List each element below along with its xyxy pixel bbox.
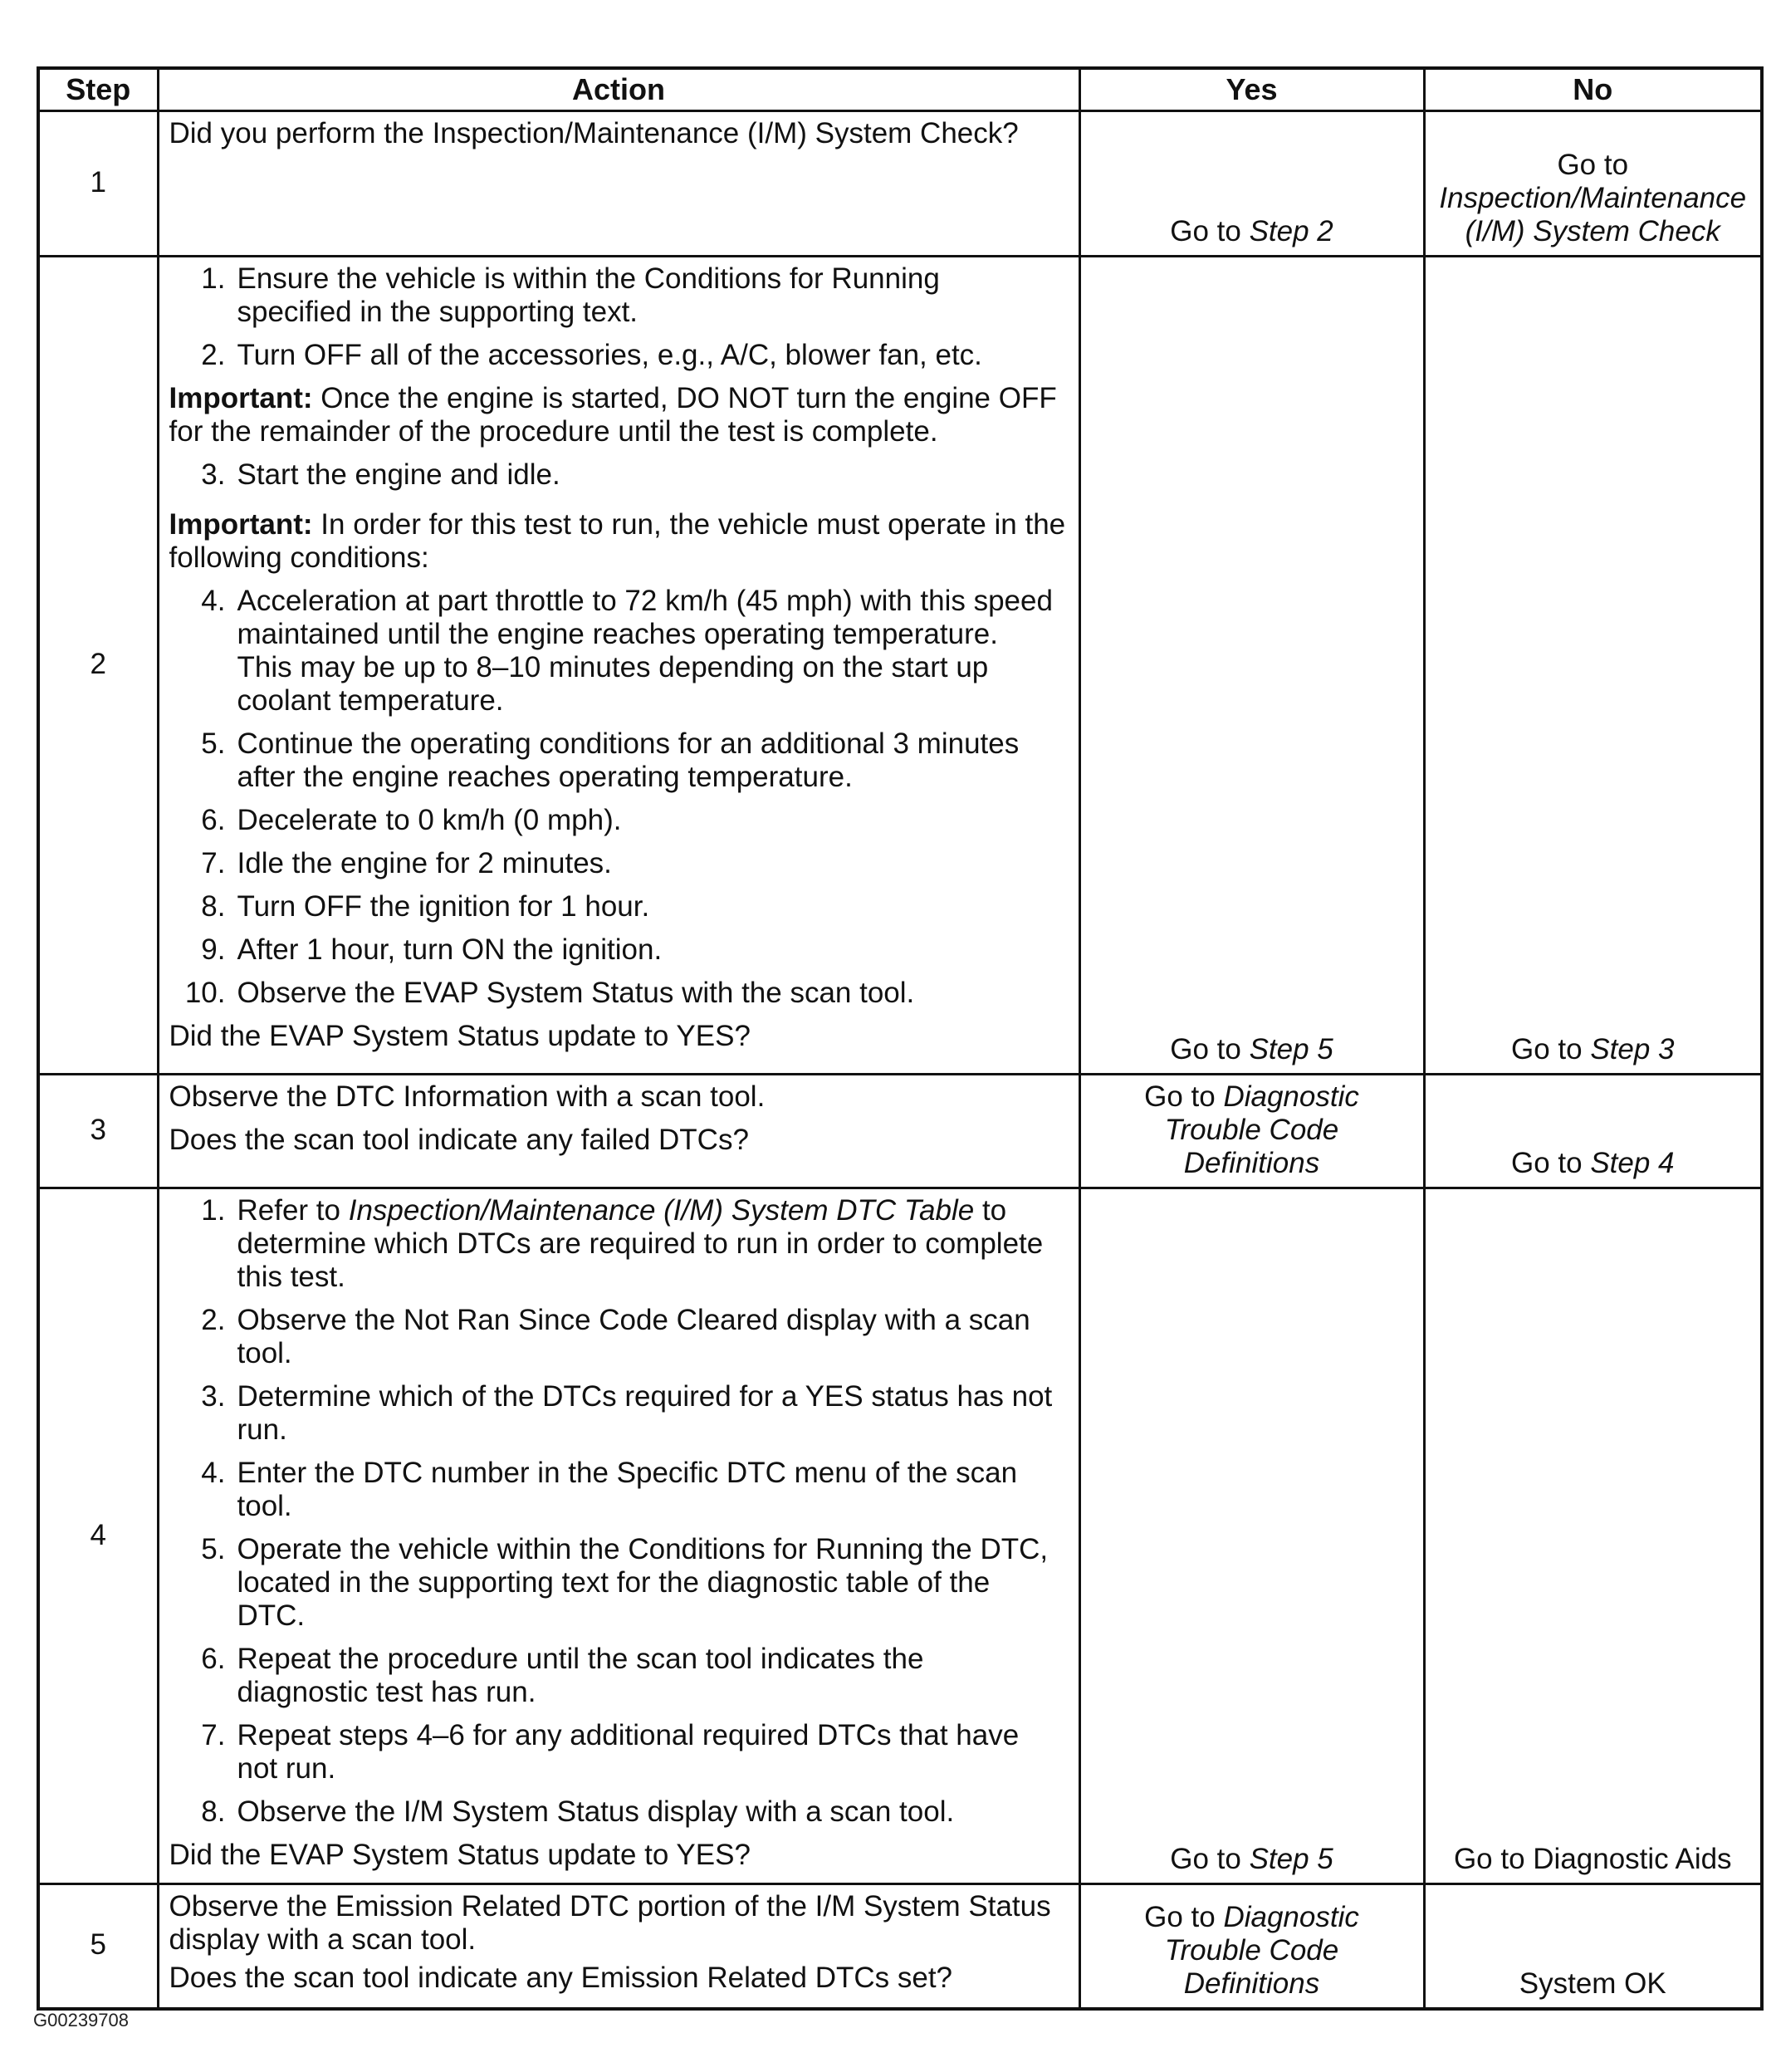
header-row [38,68,1762,111]
header-yes: Yes [1079,68,1424,111]
step-row-1 [38,111,1762,257]
list-item: 3. Determine which of the DTCs required for a YES status has not run. [201,1380,1053,1446]
list-item: 2. Observe the Not Ran Since Code Cleared display with a scan tool. [201,1304,1030,1369]
yes-link[interactable]: Go to Step 2 [1170,215,1333,247]
no-link[interactable]: Go to Step 4 [1510,1147,1675,1179]
step-number: 1 [38,111,158,257]
action-question: Does the scan tool indicate any failed DTCs? [169,1124,749,1156]
action-question: Did the EVAP System Status update to YES? [169,1020,751,1052]
no-result: System OK [1519,1967,1666,2000]
no-cell [1424,1075,1762,1188]
yes-link[interactable]: Go to Step 5 [1170,1843,1333,1875]
header-step: Step [38,68,158,111]
list-item: 1. Refer to Inspection/Maintenance (I/M) System DTC Table to determine which DTCs are required to run in order to complete this test. [201,1194,1044,1293]
action-cell [158,257,1079,1075]
list-item: 10. Observe the EVAP System Status with the scan tool. [184,977,915,1009]
yes-link[interactable]: Go to Diagnostic Trouble Code Definitions [1144,1900,1359,2000]
yes-cell [1079,1075,1424,1188]
action-cell [158,111,1079,257]
important-note: Important: Once the engine is started, DO NOT turn the engine OFF for the remainder of the procedure until the test is complete. [169,382,1057,448]
action-cell [158,1884,1079,2009]
yes-cell [1079,1188,1424,1884]
list-item: 7. Idle the engine for 2 minutes. [201,847,612,879]
step-number: 5 [38,1884,158,2009]
action-list [169,458,1069,492]
list-item: 2. Turn OFF all of the accessories, e.g., A/C, blower fan, etc. [201,339,982,371]
action-text: Observe the Emission Related DTC portion of the I/M System Status display with a scan tool. [169,1890,1051,1956]
list-item: 9. After 1 hour, turn ON the ignition. [201,933,663,966]
no-link[interactable]: Go to Inspection/Maintenance (I/M) System Check [1439,149,1747,247]
yes-cell [1079,1884,1424,2009]
no-cell [1424,111,1762,257]
step-row-3 [38,1075,1762,1188]
list-item: 7. Repeat steps 4–6 for any additional required DTCs that have not run. [201,1719,1020,1785]
list-item: 6. Repeat the procedure until the scan tool indicates the diagnostic test has run. [201,1643,924,1708]
list-item: 4. Acceleration at part throttle to 72 km/h (45 mph) with this speed maintained until the engine reaches operating temperature. This may be up to 8–10 minutes depending on the start up coolant temperature. [201,585,1053,717]
list-item: 6. Decelerate to 0 km/h (0 mph). [201,804,622,836]
action-list [169,1194,1069,1829]
list-item: 8. Turn OFF the ignition for 1 hour. [201,890,650,923]
list-item: 1. Ensure the vehicle is within the Conditions for Running specified in the supporting text. [201,262,940,328]
yes-link[interactable]: Go to Diagnostic Trouble Code Definitions [1144,1080,1359,1179]
list-item: 3. Start the engine and idle. [201,458,560,491]
no-link[interactable]: Go to Step 3 [1510,1033,1675,1065]
action-cell [158,1075,1079,1188]
no-cell [1424,1188,1762,1884]
step-row-4 [38,1188,1762,1884]
no-cell [1424,1884,1762,2009]
action-question: Did you perform the Inspection/Maintenance (I/M) System Check? [169,117,1019,149]
step-number: 4 [38,1188,158,1884]
list-item: 8. Observe the I/M System Status display with a scan tool. [201,1795,955,1828]
list-item: 5. Operate the vehicle within the Conditions for Running the DTC, located in the supporting text for the diagnostic table of the DTC. [201,1533,1049,1632]
header-no: No [1424,68,1762,111]
list-item: 5. Continue the operating conditions for an additional 3 minutes after the engine reaches operating temperature. [201,727,1020,793]
no-cell [1424,257,1762,1075]
step-row-5 [38,1884,1762,2009]
action-question: Did the EVAP System Status update to YES? [169,1839,751,1871]
yes-cell [1079,111,1424,257]
figure-code: G00239708 [33,2010,129,2030]
yes-link[interactable]: Go to Step 5 [1170,1033,1333,1065]
no-link[interactable]: Go to Diagnostic Aids [1453,1843,1732,1875]
yes-cell [1079,257,1424,1075]
diagnostic-table [37,66,1764,2011]
action-question: Does the scan tool indicate any Emission Related DTCs set? [169,1962,953,1994]
action-cell [158,1188,1079,1884]
action-list [169,585,1069,1010]
header-action: Action [158,68,1079,111]
list-item: 4. Enter the DTC number in the Specific DTC menu of the scan tool. [201,1457,1018,1522]
action-list [169,262,1069,372]
step-number: 3 [38,1075,158,1188]
action-text: Observe the DTC Information with a scan tool. [169,1080,766,1113]
step-number: 2 [38,257,158,1075]
step-row-2 [38,257,1762,1075]
important-note: Important: In order for this test to run, the vehicle must operate in the following conditions: [169,508,1066,574]
